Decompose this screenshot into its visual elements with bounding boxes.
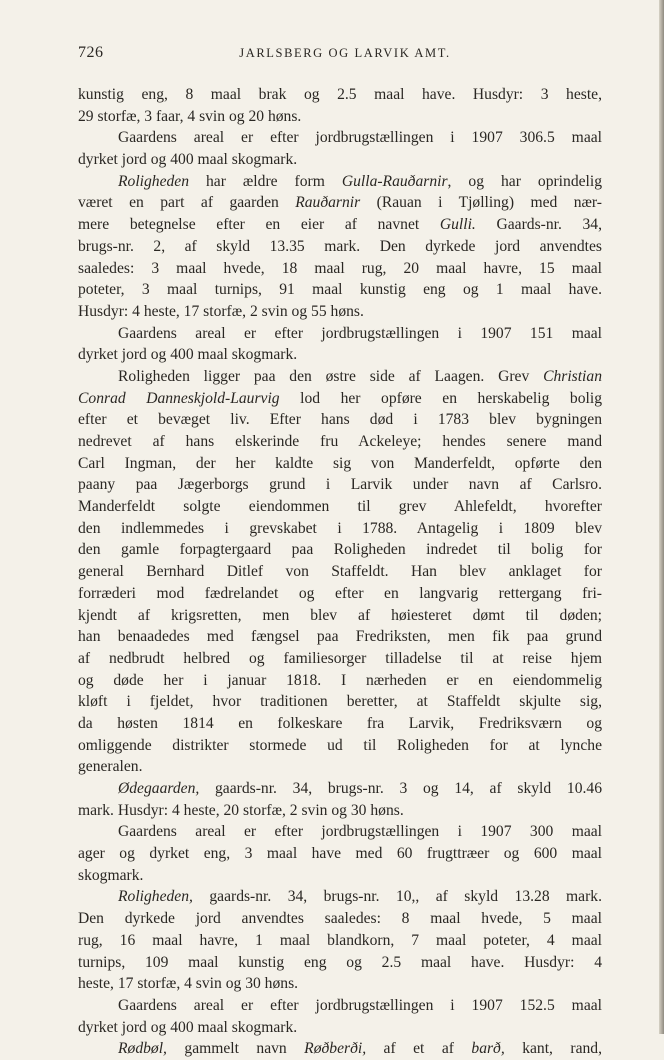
text-line — [78, 518, 602, 540]
text-line — [78, 691, 602, 713]
page-header — [78, 44, 612, 66]
text-line — [78, 821, 602, 843]
italic-term: Roligheden — [118, 172, 190, 190]
text-line — [78, 388, 602, 410]
text-segment: dyrket jord og 400 maal skogmark. — [78, 1018, 298, 1036]
text-segment: kjendt af krigsretten, men blev af høiesteret dømt til døden; — [78, 606, 602, 624]
text-segment: Gaardens areal er efter jordbrugstællingen i 1907 151 maal — [118, 324, 602, 342]
text-line — [78, 366, 602, 388]
text-line — [78, 1017, 602, 1039]
text-segment: brugs-nr. 2, af skyld 13.35 mark. Den dyrkede jord anvendtes — [78, 237, 602, 255]
text-segment: mark. Husdyr: 4 heste, 20 storfæ, 2 svin og 30 høns. — [78, 801, 404, 819]
text-segment: kant, rand, — [504, 1040, 602, 1058]
running-head: JARLSBERG OG LARVIK AMT. — [239, 46, 451, 60]
text-line — [78, 344, 602, 366]
text-segment: omliggende distrikter stormede ud til Roligheden for at lynche — [78, 736, 602, 754]
text-segment: har ældre form — [189, 172, 342, 190]
text-line — [78, 539, 602, 561]
text-line — [78, 713, 602, 735]
text-segment: dyrket jord og 400 maal skogmark. — [78, 151, 298, 169]
text-line — [78, 865, 602, 887]
text-line — [78, 171, 602, 193]
text-segment: gaards-nr. 34, brugs-nr. 10,, af skyld 13.28 mark. — [192, 888, 602, 906]
text-segment: Gaardens areal er efter jordbrugstællingen i 1907 306.5 maal — [118, 129, 602, 147]
text-segment: turnips, 109 maal kunstig eng og 2.5 maal have. Husdyr: 4 — [78, 953, 602, 971]
text-segment: generalen. — [78, 758, 143, 776]
italic-term: Røðberði, — [304, 1040, 367, 1058]
text-segment: general Bernhard Ditlef von Staffeldt. Han blev anklaget for — [78, 563, 602, 581]
text-line — [78, 279, 602, 301]
page-edge — [659, 0, 664, 1034]
text-line — [78, 474, 602, 496]
text-line — [78, 908, 602, 930]
text-segment: saaledes: 3 maal hvede, 18 maal rug, 20 maal havre, 15 maal — [78, 259, 602, 277]
text-line — [78, 995, 602, 1017]
italic-term: Rødbøl, — [118, 1040, 167, 1058]
text-segment: Roligheden ligger paa den østre side af Laagen. Grev — [118, 367, 544, 385]
text-line — [78, 236, 602, 258]
text-segment: efter et bevæget liv. Efter hans død i 1783 blev bygningen — [78, 411, 602, 429]
italic-term: Rauðarnir — [295, 194, 361, 212]
text-line — [78, 583, 602, 605]
text-segment: han benaadedes med fængsel paa Fredriksten, men fik paa grund — [78, 628, 602, 646]
text-segment: Gaards-nr. 34, — [475, 216, 603, 234]
text-segment: af nedbrudt helbred og familiesorger tilladelse til at reise hjem — [78, 649, 602, 667]
page-number: 726 — [78, 44, 104, 61]
text-line — [78, 800, 602, 822]
italic-term: barð, — [471, 1040, 505, 1058]
text-segment: Gaardens areal er efter jordbrugstællingen i 1907 152.5 maal — [118, 996, 602, 1014]
text-line — [78, 214, 602, 236]
text-line — [78, 323, 602, 345]
italic-term: Christian — [543, 367, 602, 385]
text-segment: heste, 17 storfæ, 4 svin og 30 høns. — [78, 975, 299, 993]
text-segment: Carl Ingman, der her kaldte sig von Manderfeldt, opførte den — [78, 454, 602, 472]
text-segment: ager og dyrket eng, 3 maal have med 60 frugttræer og 600 maal — [78, 845, 602, 863]
text-segment: Gaardens areal er efter jordbrugstællingen i 1907 300 maal — [118, 823, 602, 841]
italic-term: Gulli. — [439, 216, 476, 234]
text-line — [78, 84, 602, 106]
text-line — [78, 670, 602, 692]
italic-term: Ødegaarden, — [118, 780, 200, 797]
text-line — [78, 431, 602, 453]
text-segment: rug, 16 maal havre, 1 maal blandkorn, 7 maal poteter, 4 maal — [78, 931, 602, 949]
text-line — [78, 735, 602, 757]
text-line — [78, 778, 602, 800]
text-line — [78, 648, 602, 670]
text-line — [78, 301, 602, 323]
text-segment: Husdyr: 4 heste, 17 storfæ, 2 svin og 55 høns. — [78, 302, 364, 320]
text-line — [78, 886, 602, 908]
text-segment: mere betegnelse efter en eier af navnet — [78, 216, 440, 234]
text-segment: da høsten 1814 en folkeskare fra Larvik, Fredriksværn og — [78, 714, 602, 732]
text-line — [78, 1038, 602, 1060]
body-text — [78, 84, 602, 1060]
text-line — [78, 605, 602, 627]
text-line — [78, 149, 602, 171]
text-segment: 29 storfæ, 3 faar, 4 svin og 20 høns. — [78, 107, 302, 125]
text-line — [78, 127, 602, 149]
text-segment: paany paa Jægerborgs grund i Larvik under navn af Carlsro. — [78, 476, 602, 494]
text-line — [78, 756, 602, 778]
text-line — [78, 973, 602, 995]
italic-term: Gulla-Rauðarnir — [341, 172, 448, 190]
text-segment: Manderfeldt solgte eiendommen til grev Ahlefeldt, hvorefter — [78, 498, 602, 516]
text-segment: af et af — [366, 1040, 472, 1058]
text-segment: poteter, 3 maal turnips, 91 maal kunstig eng og 1 maal have. — [78, 281, 602, 299]
italic-term: Roligheden, — [118, 888, 193, 906]
text-segment: den gamle forpagtergaard paa Roligheden indredet til bolig for — [78, 541, 602, 559]
text-segment: gaards-nr. 34, brugs-nr. 3 og 14, af skyld 10.46 — [199, 780, 602, 797]
text-line — [78, 561, 602, 583]
text-line — [78, 496, 602, 518]
text-segment: lod her opføre en herskabelig bolig — [279, 389, 602, 407]
text-line — [78, 626, 602, 648]
text-segment: forræderi mod fædrelandet og efter en langvarig rettergang fri- — [78, 584, 602, 602]
text-line — [78, 409, 602, 431]
text-segment: den indlemmedes i grevskabet i 1788. Antagelig i 1809 blev — [78, 519, 602, 537]
text-segment: , og har oprindelig — [447, 172, 602, 190]
text-segment: kløft i fjeldet, hvor traditionen beretter, at Staffeldt skjulte sig, — [78, 693, 602, 711]
text-segment: nedrevet af hans elskerinde fru Ackeleye; hendes senere mand — [78, 433, 602, 450]
text-segment: været en part af gaarden — [78, 194, 296, 212]
text-line — [78, 192, 602, 214]
text-line — [78, 453, 602, 475]
text-line — [78, 952, 602, 974]
italic-term: Conrad Danneskjold-Laurvig — [78, 389, 280, 407]
text-segment: gammelt navn — [166, 1040, 305, 1058]
text-segment: (Rauan i Tjølling) med nær- — [360, 194, 602, 212]
text-segment: og døde her i januar 1818. I nærheden er en eiendommelig — [78, 671, 602, 689]
text-segment: kunstig eng, 8 maal brak og 2.5 maal have. Husdyr: 3 heste, — [78, 86, 602, 103]
text-segment: Den dyrkede jord anvendtes saaledes: 8 maal hvede, 5 maal — [78, 910, 602, 928]
text-line — [78, 106, 602, 128]
text-line — [78, 258, 602, 280]
text-segment: skogmark. — [78, 866, 144, 884]
text-line — [78, 930, 602, 952]
text-segment: dyrket jord og 400 maal skogmark. — [78, 346, 298, 364]
text-line — [78, 843, 602, 865]
